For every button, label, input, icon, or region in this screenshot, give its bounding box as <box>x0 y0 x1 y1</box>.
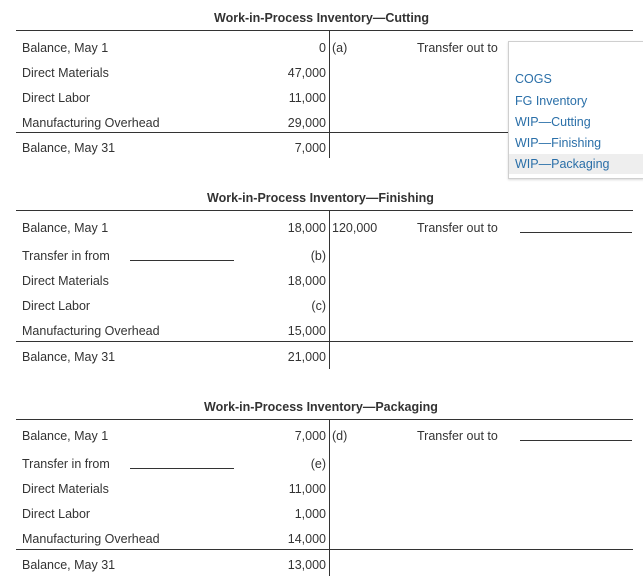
packaging-row-amount: 14,000 <box>287 532 326 546</box>
finishing-row-label: Transfer in from <box>22 249 110 263</box>
transfer-out-dropdown[interactable] <box>508 41 643 179</box>
dropdown-option-fg-inventory[interactable]: FG Inventory <box>515 94 588 108</box>
packaging-title: Work-in-Process Inventory—Packaging <box>204 400 438 414</box>
packaging-ending-amount: 13,000 <box>287 558 326 572</box>
cutting-top-rule <box>16 30 633 31</box>
finishing-row-label: Balance, May 1 <box>22 221 109 235</box>
packaging-subtotal-rule <box>16 549 633 550</box>
finishing-transfer-in-blank[interactable] <box>130 260 234 261</box>
cutting-row-amount: 0 <box>319 41 326 55</box>
finishing-row-amount: 18,000 <box>287 221 326 235</box>
finishing-ending-label: Balance, May 31 <box>22 350 116 364</box>
dropdown-option-wip-cutting[interactable]: WIP—Cutting <box>515 115 591 129</box>
packaging-credit-amount: (d) <box>332 429 348 443</box>
packaging-row-amount: 1,000 <box>294 507 326 521</box>
cutting-row-label: Direct Materials <box>22 66 109 80</box>
finishing-title: Work-in-Process Inventory—Finishing <box>207 191 434 205</box>
dropdown-option-cogs[interactable]: COGS <box>515 72 552 86</box>
packaging-row-label: Direct Materials <box>22 482 109 496</box>
packaging-row-label: Manufacturing Overhead <box>22 532 160 546</box>
packaging-row-amount: (e) <box>310 457 326 471</box>
finishing-row-amount: 18,000 <box>287 274 326 288</box>
finishing-row-label: Direct Materials <box>22 274 109 288</box>
cutting-ending-label: Balance, May 31 <box>22 141 116 155</box>
finishing-top-rule <box>16 210 633 211</box>
packaging-row-label: Direct Labor <box>22 507 91 521</box>
finishing-row-amount: (b) <box>310 249 326 263</box>
cutting-credit-amount: (a) <box>332 41 348 55</box>
finishing-row-amount: 15,000 <box>287 324 326 338</box>
dropdown-option-wip-finishing[interactable]: WIP—Finishing <box>515 136 602 150</box>
cutting-ending-amount: 7,000 <box>294 141 326 155</box>
finishing-row-label: Manufacturing Overhead <box>22 324 160 338</box>
packaging-transfer-out-blank[interactable] <box>520 440 632 441</box>
cutting-row-amount: 11,000 <box>288 91 326 105</box>
cutting-row-label: Balance, May 1 <box>22 41 109 55</box>
cutting-row-amount: 29,000 <box>287 116 326 130</box>
packaging-row-label: Balance, May 1 <box>22 429 109 443</box>
dropdown-option-wip-packaging[interactable]: WIP—Packaging <box>509 154 643 174</box>
packaging-row-amount: 11,000 <box>288 482 326 496</box>
finishing-row-amount: (c) <box>311 299 326 313</box>
finishing-t-account-divider <box>329 211 330 369</box>
packaging-row-amount: 7,000 <box>294 429 326 443</box>
cutting-row-label: Manufacturing Overhead <box>22 116 160 130</box>
packaging-transfer-in-blank[interactable] <box>130 468 234 469</box>
finishing-credit-amount: 120,000 <box>332 221 378 235</box>
cutting-row-amount: 47,000 <box>287 66 326 80</box>
packaging-t-account-divider <box>329 420 330 576</box>
finishing-ending-amount: 21,000 <box>287 350 326 364</box>
finishing-row-label: Direct Labor <box>22 299 91 313</box>
cutting-t-account-divider <box>329 31 330 158</box>
finishing-subtotal-rule <box>16 341 633 342</box>
finishing-transfer-out-blank[interactable] <box>520 232 632 233</box>
packaging-transfer-label: Transfer out to <box>417 429 498 443</box>
packaging-top-rule <box>16 419 633 420</box>
cutting-title: Work-in-Process Inventory—Cutting <box>214 11 430 25</box>
cutting-transfer-label: Transfer out to <box>417 41 498 55</box>
packaging-row-label: Transfer in from <box>22 457 110 471</box>
packaging-ending-label: Balance, May 31 <box>22 558 116 572</box>
cutting-row-label: Direct Labor <box>22 91 91 105</box>
finishing-transfer-label: Transfer out to <box>417 221 498 235</box>
